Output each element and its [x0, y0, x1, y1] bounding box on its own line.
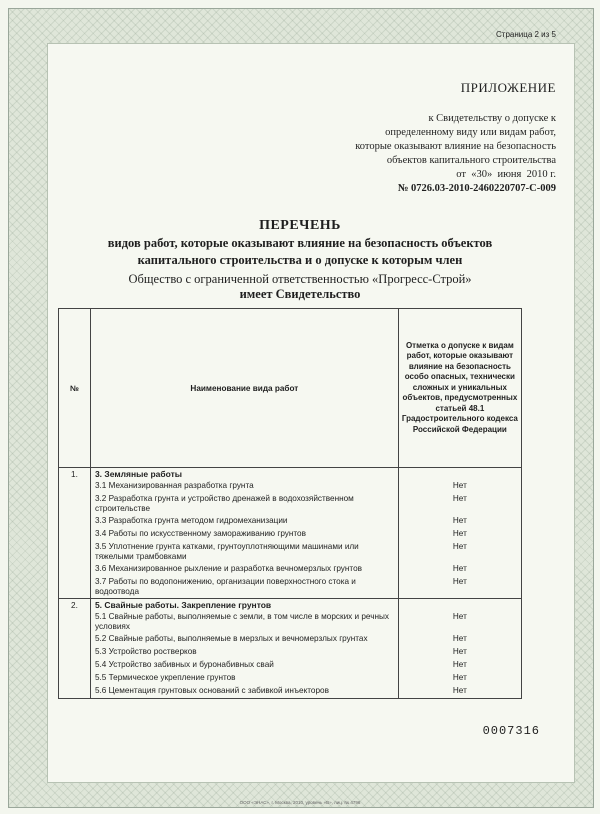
work-item: 3.3 Разработка грунта методом гидромеханизации [94, 516, 288, 525]
admission-mark: Нет [452, 647, 467, 656]
section-cell [90, 468, 398, 599]
admission-mark: Нет [452, 612, 467, 621]
table-row [59, 599, 522, 699]
document-title [60, 218, 540, 302]
header-number: № [59, 309, 91, 468]
title-line-2: капитального строительства и о допуске к которым член [137, 253, 463, 267]
works-table [58, 308, 522, 699]
admission-mark: Нет [452, 564, 467, 573]
row-number: 1. [59, 468, 91, 599]
work-item: 3.1 Механизированная разработка грунта [94, 481, 254, 490]
work-item: 5.2 Свайные работы, выполняемые в мерзлых и вечномерзлых грунтах [94, 634, 368, 643]
admission-mark: Нет [452, 673, 467, 682]
admission-mark: Нет [452, 494, 467, 503]
work-item: 5.5 Термическое укрепление грунтов [94, 673, 236, 682]
row-number: 2. [59, 599, 91, 699]
work-item: 3.7 Работы по водопонижению, организации поверхностного стока и водоотвода [94, 577, 356, 596]
has-certificate-text: имеет Свидетельство [239, 287, 361, 301]
serial-number: 0007316 [482, 724, 540, 738]
admission-cell [398, 468, 521, 599]
appendix-title: ПРИЛОЖЕНИЕ [460, 80, 556, 95]
title-line-1: видов работ, которые оказывают влияние на безопасность объектов [107, 236, 493, 250]
section-title: 5. Свайные работы. Закрепление грунтов [94, 600, 272, 610]
certificate-line: которые оказывают влияние на безопасность [355, 141, 556, 152]
admission-mark: Нет [452, 542, 467, 551]
header-work-name: Наименование вида работ [90, 309, 398, 468]
table-header-row [59, 309, 522, 468]
admission-mark: Нет [452, 634, 467, 643]
page-number: Страница 2 из 5 [496, 30, 556, 39]
section-title: 3. Земляные работы [94, 469, 183, 479]
admission-mark: Нет [452, 529, 467, 538]
work-item: 5.1 Свайные работы, выполняемые с земли, в том числе в морских и речных условиях [94, 612, 389, 631]
certificate-line: объектов капитального строительства [386, 155, 556, 166]
work-item: 5.4 Устройство забивных и буронабивных свай [94, 660, 274, 669]
table-row [59, 468, 522, 599]
work-item: 3.2 Разработка грунта и устройство дренажей в водохозяйственном строительстве [94, 494, 354, 513]
mark-spacer [399, 468, 521, 480]
admission-mark: Нет [452, 686, 467, 695]
admission-mark: Нет [452, 481, 467, 490]
printer-footer: ООО «ЭНАС», г. Москва, 2010, уровень «В», лиц. № 4796 [239, 800, 361, 805]
certificate-line: к Свидетельству о допуске к [428, 113, 556, 124]
admission-mark: Нет [452, 516, 467, 525]
work-item: 3.6 Механизированное рыхление и разработка вечномерзлых грунтов [94, 564, 362, 573]
work-item: 3.5 Уплотнение грунта катками, грунтоуплотняющими машинами или тяжелыми трамбовками [94, 542, 359, 561]
work-item: 5.6 Цементация грунтовых оснований с забивкой инъекторов [94, 686, 329, 695]
organization-name: Общество с ограниченной ответственностью «Прогресс-Строй» [128, 272, 472, 286]
admission-mark: Нет [452, 660, 467, 669]
work-item: 3.4 Работы по искусственному замораживанию грунтов [94, 529, 306, 538]
certificate-reference [296, 112, 556, 196]
certificate-date: от «30» июня 2010 г. [456, 169, 556, 180]
certificate-line: определенному виду или видам работ, [385, 127, 556, 138]
mark-spacer [399, 599, 521, 611]
admission-mark: Нет [452, 577, 467, 586]
header-admission-mark: Отметка о допуске к видам работ, которые оказывают влияние на безопасность особо опасных, технически сложных и уникальных объектов, предусмотренных статьей 48.1 Градостроительного кодекса Российской Федерации [398, 309, 521, 468]
admission-cell [398, 599, 521, 699]
section-cell [90, 599, 398, 699]
work-item: 5.3 Устройство ростверков [94, 647, 197, 656]
title-heading: ПЕРЕЧЕНЬ [259, 218, 341, 233]
certificate-number: № 0726.03-2010-2460220707-С-009 [397, 183, 556, 194]
